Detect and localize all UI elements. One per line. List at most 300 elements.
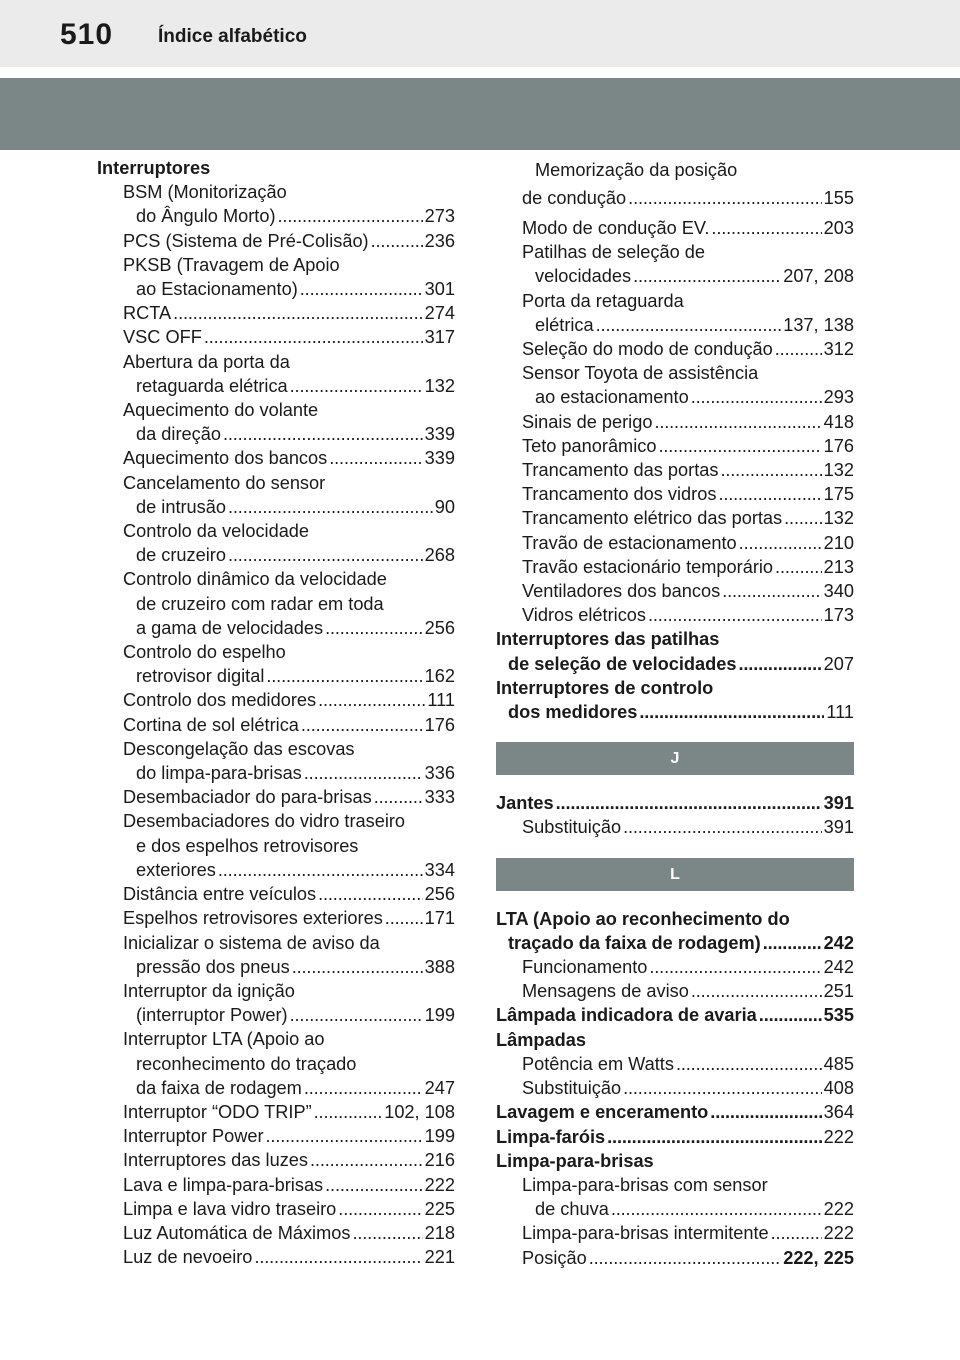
entry-page-number: 111 bbox=[427, 690, 455, 711]
entry-text-line: e dos espelhos retrovisores bbox=[136, 835, 359, 856]
index-subentry bbox=[97, 398, 455, 446]
index-subentry bbox=[97, 350, 455, 398]
entry-term: RCTA bbox=[123, 303, 172, 324]
entry-page-number: 222 bbox=[424, 1174, 455, 1195]
entry-term: Mensagens de aviso bbox=[522, 981, 689, 1002]
entry-text-line: Patilhas de seleção de bbox=[522, 242, 706, 263]
index-subentry bbox=[496, 1076, 854, 1100]
entry-term: da faixa de rodagem bbox=[136, 1077, 302, 1098]
entry-term: pressão dos pneus bbox=[136, 956, 290, 977]
entry-last-line bbox=[97, 543, 455, 567]
entry-term: de seleção de velocidades bbox=[508, 653, 737, 674]
entry-page-number: 418 bbox=[823, 411, 854, 432]
index-main-entry bbox=[496, 1003, 854, 1027]
entry-last-line bbox=[496, 1246, 854, 1270]
entry-last-line bbox=[496, 931, 854, 955]
index-subentry bbox=[97, 713, 455, 737]
leader-dots bbox=[711, 216, 821, 240]
index-subentry bbox=[97, 1027, 455, 1100]
entry-page-number: 132 bbox=[823, 508, 854, 529]
entry-last-line bbox=[496, 815, 854, 839]
leader-dots bbox=[228, 495, 433, 519]
entry-last-line bbox=[97, 1245, 455, 1269]
entry-last-line bbox=[496, 337, 854, 361]
entry-last-line bbox=[496, 1052, 854, 1076]
entry-page-number: 111 bbox=[826, 702, 854, 723]
entry-last-line bbox=[496, 506, 854, 530]
entry-page-number: 102, 108 bbox=[384, 1101, 455, 1122]
entry-term: de condução bbox=[522, 188, 627, 208]
entry-term: Lavagem e enceramento bbox=[496, 1102, 709, 1123]
entry-last-line bbox=[496, 700, 854, 724]
entry-term: ao estacionamento bbox=[535, 387, 689, 408]
entry-last-line bbox=[97, 204, 455, 228]
index-column-right bbox=[496, 156, 854, 1270]
entry-page-number: 293 bbox=[823, 387, 854, 408]
leader-dots bbox=[318, 688, 425, 712]
entry-text-line: Controlo da velocidade bbox=[123, 521, 310, 542]
entry-page-number: 247 bbox=[424, 1077, 455, 1098]
entry-page-number: 199 bbox=[424, 1005, 455, 1026]
leader-dots bbox=[775, 337, 822, 361]
entry-last-line bbox=[496, 579, 854, 603]
leader-dots bbox=[371, 229, 423, 253]
entry-term: Luz Automática de Máximos bbox=[123, 1222, 351, 1243]
index-subentry bbox=[97, 906, 455, 930]
leader-dots bbox=[338, 1197, 422, 1221]
entry-term: Funcionamento bbox=[522, 957, 648, 978]
entry-page-number: 203 bbox=[823, 218, 854, 238]
leader-dots bbox=[784, 506, 822, 530]
index-subentry bbox=[97, 785, 455, 809]
entry-term: Interruptor Power bbox=[123, 1126, 264, 1147]
index-subentry bbox=[496, 1246, 854, 1270]
entry-term: (interruptor Power) bbox=[136, 1005, 288, 1026]
leader-dots bbox=[722, 579, 821, 603]
entry-last-line bbox=[97, 785, 455, 809]
entry-page-number: 171 bbox=[424, 908, 455, 929]
entry-page-number: 408 bbox=[823, 1078, 854, 1099]
leader-dots bbox=[589, 1246, 781, 1270]
entry-last-line bbox=[496, 1221, 854, 1245]
section-letter-j: J bbox=[496, 742, 854, 775]
entry-page-number: 222 bbox=[823, 1126, 854, 1147]
leader-dots bbox=[759, 1003, 822, 1027]
entry-last-line bbox=[97, 325, 455, 349]
entry-text-line: Cancelamento do sensor bbox=[123, 472, 326, 493]
entry-term: Luz de nevoeiro bbox=[123, 1247, 253, 1268]
leader-dots bbox=[173, 301, 422, 325]
entry-page-number: 162 bbox=[424, 666, 455, 687]
index-subentry bbox=[496, 531, 854, 555]
entry-page-number: 242 bbox=[823, 957, 854, 978]
leader-dots bbox=[739, 531, 822, 555]
leader-dots bbox=[254, 1245, 422, 1269]
entry-page-number: 339 bbox=[424, 448, 455, 469]
entry-page-number: 222, 225 bbox=[783, 1247, 854, 1268]
leader-dots bbox=[649, 955, 821, 979]
entry-last-line bbox=[97, 446, 455, 470]
entry-text-line: Interruptores das patilhas bbox=[496, 629, 720, 650]
leader-dots bbox=[374, 785, 423, 809]
leader-dots bbox=[633, 264, 781, 288]
index-subentry bbox=[97, 471, 455, 519]
entry-page-number: 236 bbox=[424, 230, 455, 251]
entry-last-line bbox=[97, 688, 455, 712]
entry-page-number: 216 bbox=[424, 1150, 455, 1171]
entry-last-line bbox=[496, 434, 854, 458]
entry-last-line bbox=[496, 603, 854, 627]
index-section-j bbox=[496, 791, 854, 839]
entry-text-line: Aquecimento do volante bbox=[123, 400, 319, 421]
entry-term: Interruptor “ODO TRIP” bbox=[123, 1101, 312, 1122]
index-subentry bbox=[496, 815, 854, 839]
index-heading-text: Limpa-para-brisas bbox=[496, 1150, 654, 1171]
leader-dots bbox=[676, 1052, 822, 1076]
entry-term: do Ângulo Morto) bbox=[136, 206, 276, 227]
entry-page-number: 137, 138 bbox=[783, 314, 854, 335]
entry-last-line bbox=[97, 664, 455, 688]
entry-page-number: 391 bbox=[823, 817, 854, 838]
entry-text-line: Desembaciadores do vidro traseiro bbox=[123, 811, 406, 832]
leader-dots bbox=[292, 955, 423, 979]
entry-page-number: 222 bbox=[823, 1223, 854, 1244]
index-subentry bbox=[97, 325, 455, 349]
entry-text-line: PKSB (Travagem de Apoio bbox=[123, 254, 340, 275]
index-subentry bbox=[496, 1221, 854, 1245]
entry-last-line bbox=[97, 1003, 455, 1027]
entry-last-line bbox=[97, 1148, 455, 1172]
leader-dots bbox=[301, 713, 423, 737]
index-subentry bbox=[97, 688, 455, 712]
leader-dots bbox=[639, 700, 824, 724]
index-group-interruptores-cont bbox=[496, 156, 854, 724]
entry-page-number: 155 bbox=[823, 188, 854, 208]
entry-term: exteriores bbox=[136, 859, 216, 880]
leader-dots bbox=[300, 277, 423, 301]
index-subentry bbox=[97, 931, 455, 979]
entry-page-number: 364 bbox=[823, 1102, 854, 1123]
entry-page-number: 391 bbox=[823, 793, 854, 814]
index-subentry bbox=[97, 567, 455, 640]
entry-term: Distância entre veículos bbox=[123, 884, 317, 905]
index-subentry bbox=[97, 519, 455, 567]
leader-dots bbox=[771, 1221, 822, 1245]
index-subentry bbox=[496, 1052, 854, 1076]
entry-last-line bbox=[496, 555, 854, 579]
entry-term: do limpa-para-brisas bbox=[136, 763, 302, 784]
entry-page-number: 210 bbox=[823, 532, 854, 553]
entry-last-line bbox=[496, 531, 854, 555]
leader-dots bbox=[648, 603, 822, 627]
entry-term: Posição bbox=[522, 1247, 587, 1268]
index-subentry bbox=[97, 1148, 455, 1172]
entry-last-line bbox=[496, 458, 854, 482]
entry-last-line bbox=[496, 1076, 854, 1100]
index-heading bbox=[496, 1028, 854, 1052]
index-subentry bbox=[97, 446, 455, 470]
entry-term: dos medidores bbox=[508, 702, 638, 723]
entry-last-line bbox=[496, 313, 854, 337]
entry-page-number: 256 bbox=[424, 884, 455, 905]
entry-page-number: 251 bbox=[823, 981, 854, 1002]
entry-last-line bbox=[97, 882, 455, 906]
page-number: 510 bbox=[60, 18, 114, 51]
entry-term: Limpa-faróis bbox=[496, 1126, 606, 1147]
leader-dots bbox=[329, 446, 422, 470]
index-subentry bbox=[97, 882, 455, 906]
entry-last-line bbox=[496, 955, 854, 979]
entry-term: Jantes bbox=[496, 793, 554, 814]
index-main-entry bbox=[496, 791, 854, 815]
index-subentry bbox=[97, 180, 455, 228]
index-heading-text: Interruptores bbox=[97, 158, 211, 178]
leader-dots bbox=[304, 761, 423, 785]
index-heading bbox=[97, 156, 455, 180]
entry-page-number: 132 bbox=[823, 460, 854, 481]
header-strip bbox=[0, 0, 960, 67]
index-main-entry bbox=[496, 1100, 854, 1124]
entry-text-line: LTA (Apoio ao reconhecimento do bbox=[496, 908, 790, 929]
leader-dots bbox=[596, 313, 782, 337]
entry-last-line bbox=[97, 229, 455, 253]
leader-dots bbox=[718, 482, 821, 506]
leader-dots bbox=[623, 1076, 822, 1100]
index-subentry bbox=[496, 289, 854, 337]
leader-dots bbox=[290, 1003, 423, 1027]
leader-dots bbox=[223, 422, 423, 446]
entry-term: elétrica bbox=[535, 314, 594, 335]
entry-term: de cruzeiro bbox=[136, 545, 226, 566]
entry-page-number: 312 bbox=[823, 339, 854, 360]
index-subentry bbox=[97, 737, 455, 785]
entry-term: Ventiladores dos bancos bbox=[522, 581, 721, 602]
leader-dots bbox=[658, 434, 821, 458]
entry-term: traçado da faixa de rodagem) bbox=[508, 932, 761, 953]
entry-text-line: BSM (Monitorização bbox=[123, 182, 287, 203]
entry-term: Interruptores das luzes bbox=[123, 1150, 309, 1171]
entry-term: Controlo dos medidores bbox=[123, 690, 317, 711]
index-column-left bbox=[97, 156, 455, 1269]
entry-last-line bbox=[496, 791, 854, 815]
leader-dots bbox=[738, 652, 821, 676]
entry-last-line bbox=[496, 184, 854, 212]
index-subentry bbox=[97, 809, 455, 882]
entry-page-number: 218 bbox=[424, 1222, 455, 1243]
entry-page-number: 199 bbox=[424, 1126, 455, 1147]
leader-dots bbox=[623, 815, 822, 839]
index-section-l bbox=[496, 907, 854, 1270]
entry-last-line bbox=[97, 495, 455, 519]
index-subentry bbox=[496, 955, 854, 979]
entry-text-line: Interruptores de controlo bbox=[496, 677, 714, 698]
leader-dots bbox=[318, 882, 423, 906]
entry-term: VSC OFF bbox=[123, 327, 202, 348]
index-subentry bbox=[496, 337, 854, 361]
entry-term: Limpa-para-brisas intermitente bbox=[522, 1223, 769, 1244]
entry-term: velocidades bbox=[535, 266, 632, 287]
header-band bbox=[0, 78, 960, 150]
entry-last-line bbox=[97, 906, 455, 930]
entry-page-number: 221 bbox=[424, 1247, 455, 1268]
entry-page-number: 176 bbox=[823, 435, 854, 456]
entry-last-line bbox=[97, 955, 455, 979]
entry-page-number: 173 bbox=[823, 605, 854, 626]
entry-last-line bbox=[97, 374, 455, 398]
entry-term: Substituição bbox=[522, 1078, 622, 1099]
entry-term: de intrusão bbox=[136, 496, 226, 517]
entry-page-number: 213 bbox=[823, 556, 854, 577]
entry-last-line bbox=[97, 713, 455, 737]
leader-dots bbox=[266, 1124, 423, 1148]
leader-dots bbox=[654, 410, 821, 434]
index-subentry bbox=[97, 640, 455, 688]
entry-last-line bbox=[97, 1173, 455, 1197]
entry-last-line bbox=[97, 1100, 455, 1124]
entry-term: Limpa e lava vidro traseiro bbox=[123, 1198, 337, 1219]
entry-last-line bbox=[496, 979, 854, 1003]
entry-last-line bbox=[97, 1197, 455, 1221]
entry-term: Travão de estacionamento bbox=[522, 532, 737, 553]
index-subentry bbox=[496, 555, 854, 579]
entry-page-number: 268 bbox=[424, 545, 455, 566]
leader-dots bbox=[691, 979, 822, 1003]
entry-page-number: 132 bbox=[424, 375, 455, 396]
entry-term: Lava e limpa-para-brisas bbox=[123, 1174, 324, 1195]
index-heading bbox=[496, 1149, 854, 1173]
entry-last-line bbox=[496, 1197, 854, 1221]
leader-dots bbox=[556, 791, 822, 815]
entry-page-number: 388 bbox=[424, 956, 455, 977]
entry-term: Lâmpada indicadora de avaria bbox=[496, 1005, 757, 1026]
index-subentry bbox=[97, 1221, 455, 1245]
entry-term: Substituição bbox=[522, 817, 622, 838]
entry-term: PCS (Sistema de Pré-Colisão) bbox=[123, 230, 369, 251]
index-subentry bbox=[97, 1173, 455, 1197]
index-subentry bbox=[496, 579, 854, 603]
entry-text-line: Limpa-para-brisas com sensor bbox=[522, 1174, 768, 1195]
entry-last-line bbox=[496, 1003, 854, 1027]
index-subentry bbox=[97, 253, 455, 301]
leader-dots bbox=[290, 374, 423, 398]
entry-page-number: 336 bbox=[424, 763, 455, 784]
entry-text-line: Descongelação das escovas bbox=[123, 738, 355, 759]
entry-last-line bbox=[496, 385, 854, 409]
entry-term: Teto panorâmico bbox=[522, 435, 657, 456]
entry-last-line bbox=[496, 482, 854, 506]
leader-dots bbox=[775, 555, 822, 579]
entry-page-number: 485 bbox=[823, 1053, 854, 1074]
entry-page-number: 333 bbox=[424, 787, 455, 808]
entry-page-number: 225 bbox=[424, 1198, 455, 1219]
entry-term: ao Estacionamento) bbox=[136, 279, 298, 300]
entry-term: Trancamento elétrico das portas bbox=[522, 508, 783, 529]
index-subentry bbox=[496, 361, 854, 409]
entry-page-number: 535 bbox=[823, 1005, 854, 1026]
entry-text-line: Memorização da posição bbox=[535, 160, 738, 180]
entry-term: retaguarda elétrica bbox=[136, 375, 288, 396]
entry-page-number: 334 bbox=[424, 859, 455, 880]
entry-page-number: 274 bbox=[424, 303, 455, 324]
entry-last-line bbox=[496, 410, 854, 434]
entry-term: Sinais de perigo bbox=[522, 411, 653, 432]
entry-last-line bbox=[97, 422, 455, 446]
index-subentry bbox=[496, 603, 854, 627]
entry-term: Trancamento das portas bbox=[522, 460, 719, 481]
entry-last-line bbox=[496, 1125, 854, 1149]
entry-text-line: Abertura da porta da bbox=[123, 351, 290, 372]
leader-dots bbox=[204, 325, 423, 349]
index-main-entry bbox=[496, 676, 854, 724]
entry-page-number: 273 bbox=[424, 206, 455, 227]
entry-last-line bbox=[496, 216, 854, 240]
index-subentry bbox=[97, 1100, 455, 1124]
entry-text-line: Sensor Toyota de assistência bbox=[522, 363, 759, 384]
entry-last-line bbox=[496, 264, 854, 288]
index-subentry bbox=[496, 410, 854, 434]
index-subentry bbox=[496, 240, 854, 288]
leader-dots bbox=[304, 1076, 423, 1100]
entry-text-line: Interruptor LTA (Apoio ao bbox=[123, 1029, 325, 1050]
leader-dots bbox=[352, 1221, 422, 1245]
entry-page-number: 301 bbox=[424, 279, 455, 300]
entry-last-line bbox=[97, 761, 455, 785]
leader-dots bbox=[325, 1173, 422, 1197]
entry-page-number: 242 bbox=[823, 932, 854, 953]
index-subentry bbox=[496, 434, 854, 458]
entry-term: Cortina de sol elétrica bbox=[123, 714, 299, 735]
index-subentry bbox=[97, 1197, 455, 1221]
leader-dots bbox=[228, 543, 423, 567]
entry-term: retrovisor digital bbox=[136, 666, 265, 687]
index-main-entry bbox=[496, 907, 854, 955]
entry-term: Vidros elétricos bbox=[522, 605, 646, 626]
leader-dots bbox=[310, 1148, 423, 1172]
index-subentry bbox=[496, 979, 854, 1003]
leader-dots bbox=[218, 858, 423, 882]
leader-dots bbox=[628, 184, 821, 212]
leader-dots bbox=[607, 1125, 821, 1149]
index-main-entry bbox=[496, 1125, 854, 1149]
entry-term: Travão estacionário temporário bbox=[522, 556, 774, 577]
index-subentry bbox=[496, 458, 854, 482]
entry-last-line bbox=[496, 1100, 854, 1124]
running-title: Índice alfabético bbox=[158, 26, 307, 47]
entry-term: Espelhos retrovisores exteriores bbox=[123, 908, 383, 929]
entry-page-number: 207, 208 bbox=[783, 266, 854, 287]
entry-text-line: Porta da retaguarda bbox=[522, 290, 684, 311]
index-subentry bbox=[496, 482, 854, 506]
entry-term: Aquecimento dos bancos bbox=[123, 448, 328, 469]
leader-dots bbox=[314, 1100, 383, 1124]
entry-last-line bbox=[97, 1221, 455, 1245]
entry-text-line: de cruzeiro com radar em toda bbox=[136, 593, 384, 614]
index-subentry bbox=[496, 156, 854, 212]
entry-last-line bbox=[496, 652, 854, 676]
index-subentry bbox=[496, 506, 854, 530]
index-subentry bbox=[97, 301, 455, 325]
entry-page-number: 317 bbox=[424, 327, 455, 348]
leader-dots bbox=[325, 616, 423, 640]
entry-last-line bbox=[97, 301, 455, 325]
index-heading-text: Lâmpadas bbox=[496, 1029, 586, 1050]
entry-text-line: Inicializar o sistema de aviso da bbox=[123, 932, 380, 953]
entry-text-line: reconhecimento do traçado bbox=[136, 1053, 357, 1074]
entry-last-line bbox=[97, 1076, 455, 1100]
entry-term: Trancamento dos vidros bbox=[522, 484, 717, 505]
entry-page-number: 207 bbox=[823, 653, 854, 674]
index-subentry bbox=[496, 1173, 854, 1221]
